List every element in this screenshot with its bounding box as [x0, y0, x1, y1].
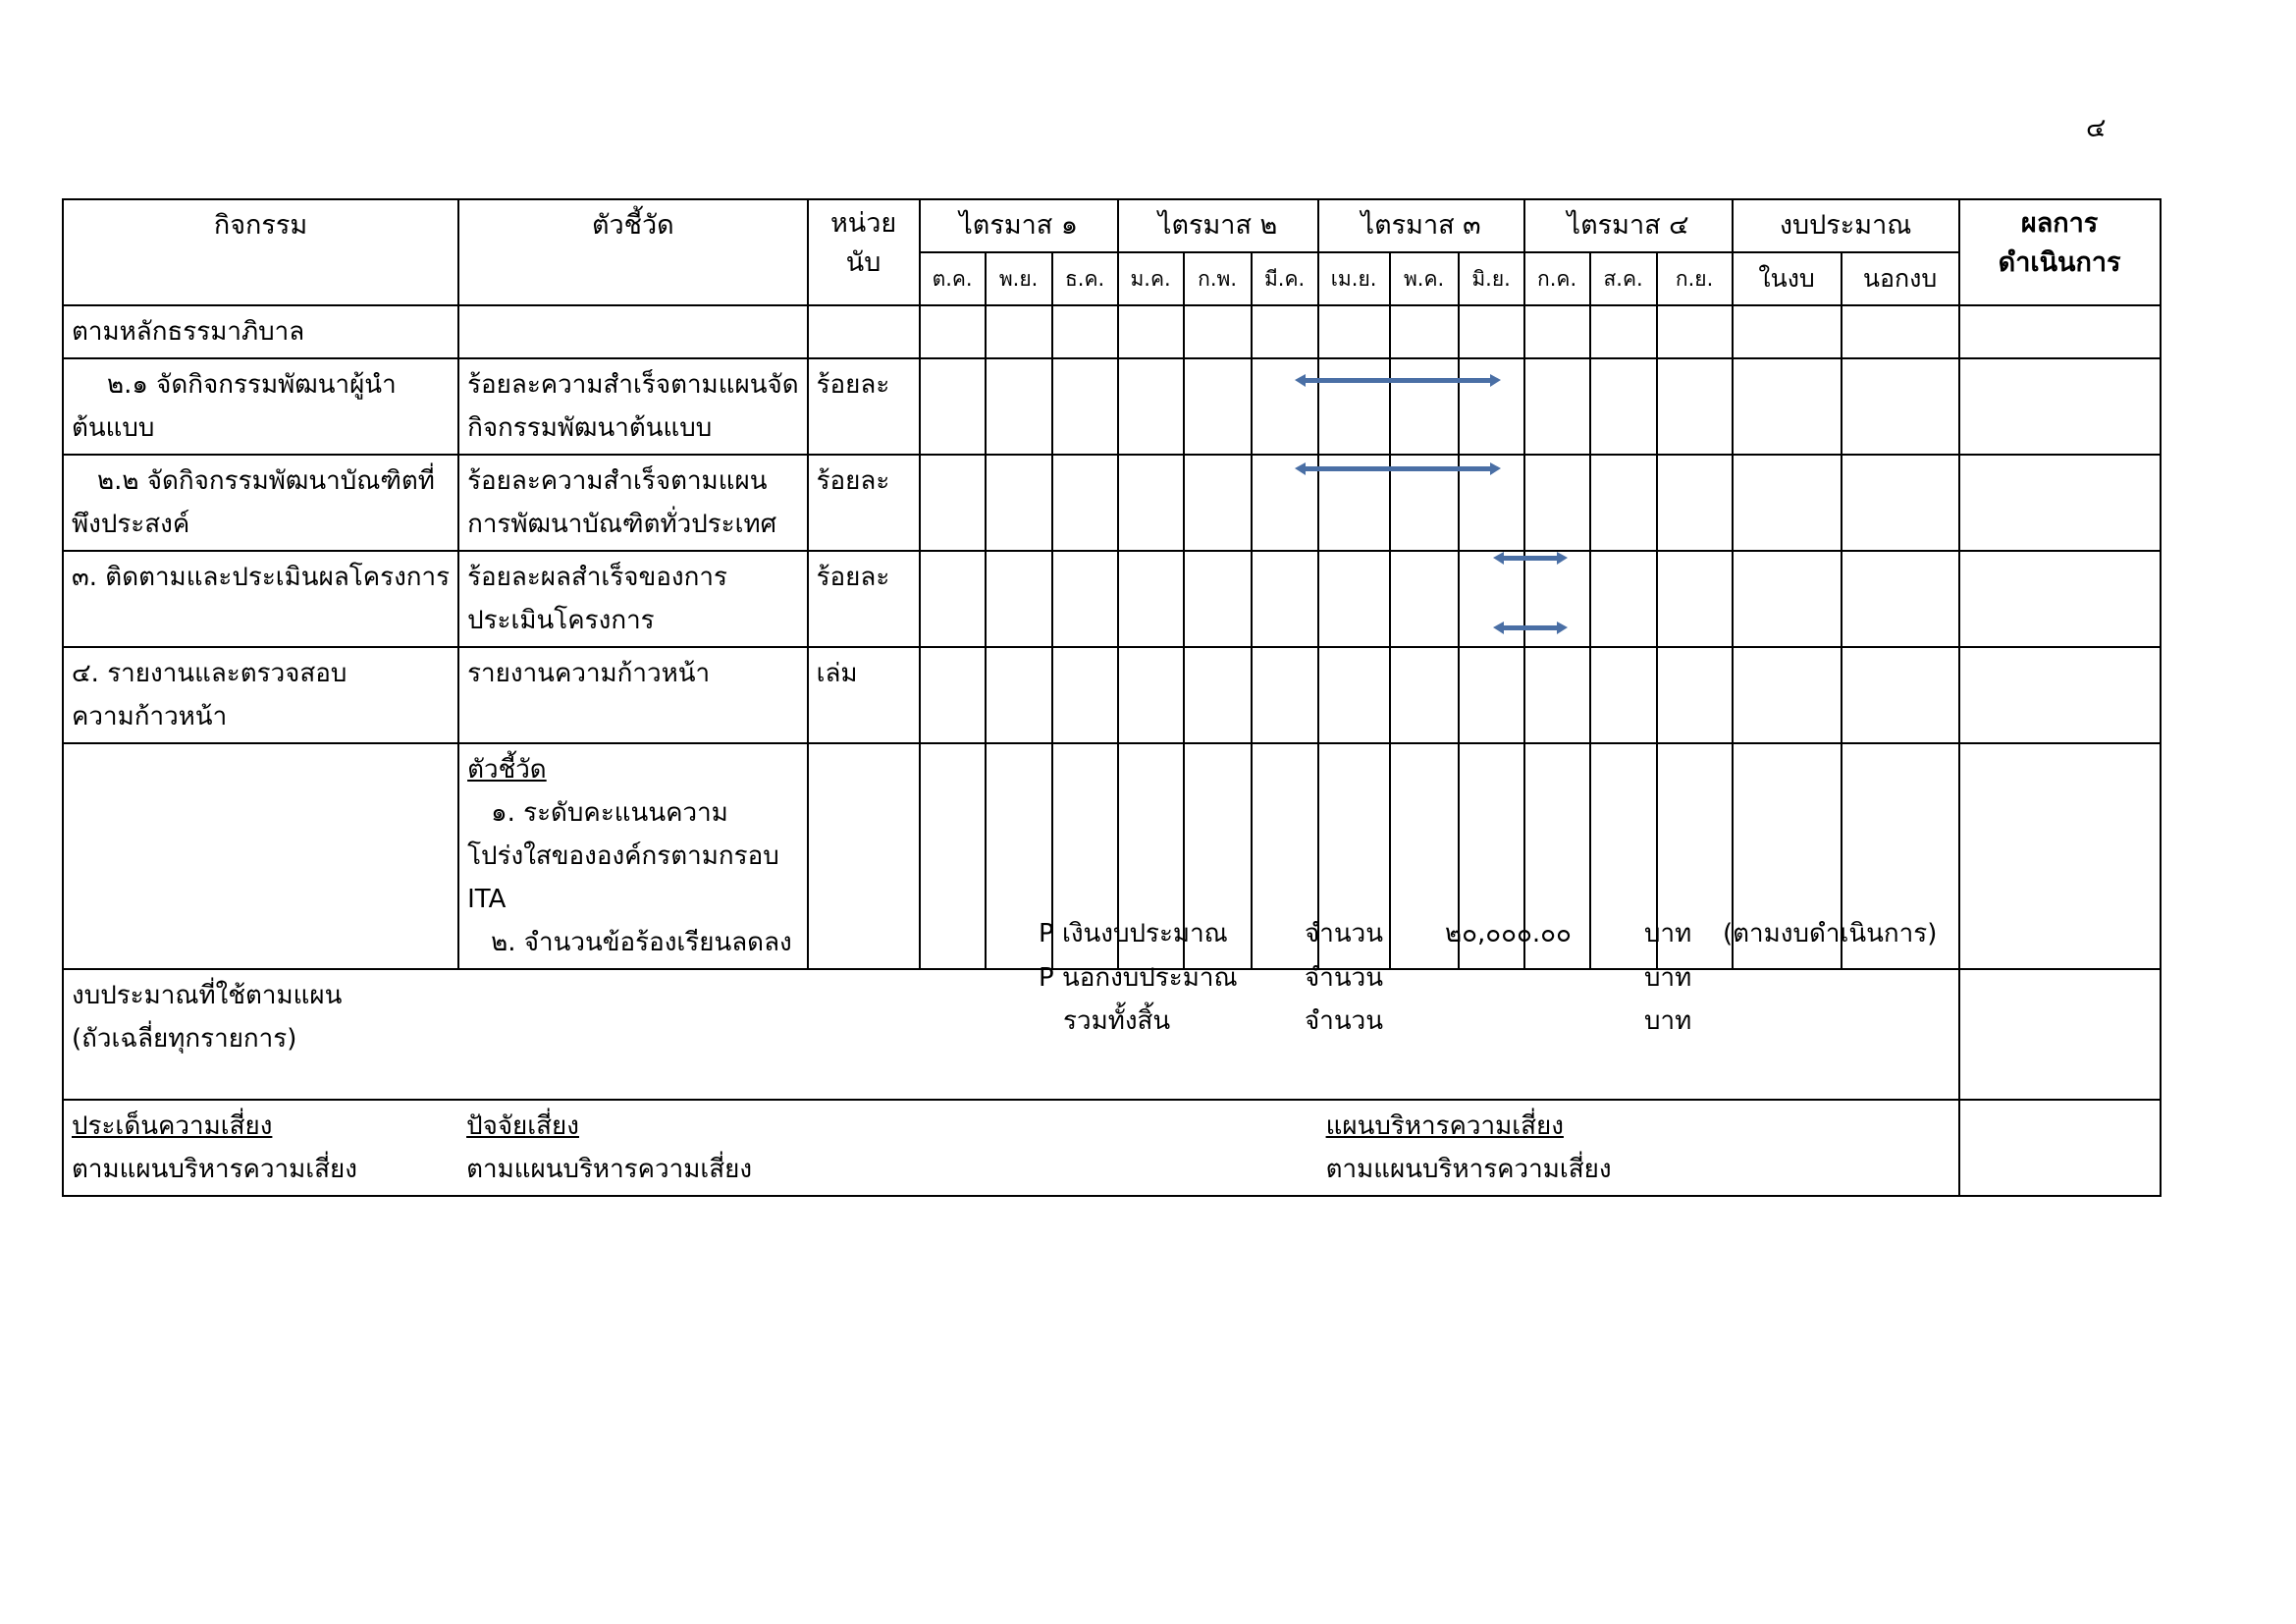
indicator-line: การพัฒนาบัณฑิตทั่วประเทศ	[467, 510, 777, 539]
unit-cell: ร้อยละ	[808, 551, 920, 647]
kpi-item: ๒. จำนวนข้อร้องเรียนลดลง	[491, 928, 792, 957]
activity-line: ๓. ติดตามและประเมินผลโครงการ	[72, 563, 451, 592]
activity-line: ๒.๑ จัดกิจกรรมพัฒนาผู้นำ	[107, 370, 397, 400]
indicator-cell	[458, 647, 808, 743]
activity-cell	[63, 647, 458, 743]
kpi-title: ตัวชี้วัด	[467, 755, 547, 785]
result-cell	[1959, 1100, 2161, 1196]
header-budget-in: ในงบ	[1733, 252, 1842, 305]
budget-label: งบประมาณที่ใช้ตามแผน	[72, 981, 343, 1010]
kpi-item: ๑. ระดับคะแนนความ	[491, 798, 728, 828]
table-row	[63, 551, 2161, 647]
activity-cell	[63, 551, 458, 647]
unit-cell	[808, 305, 920, 358]
budget-label: (ถัวเฉลี่ยทุกรายการ)	[72, 1024, 297, 1054]
indicator-line: กิจกรรมพัฒนาต้นแบบ	[467, 413, 713, 443]
activity-line: ๔. รายงานและตรวจสอบ	[72, 659, 347, 688]
activity-plan-table	[62, 198, 2162, 1197]
header-indicator: ตัวชี้วัด	[458, 199, 808, 305]
header-result	[1959, 199, 2161, 305]
header-result-line2: ดำเนินการ	[1998, 247, 2121, 278]
month-label: พ.ย.	[986, 252, 1052, 305]
header-quarter-1: ไตรมาส ๑	[920, 199, 1118, 252]
activity-line: ๒.๒ จัดกิจกรรมพัฒนาบัณฑิตที่	[97, 466, 435, 496]
unit-cell: เล่ม	[808, 647, 920, 743]
activity-line: ต้นแบบ	[72, 413, 155, 443]
budget-note: (ตามงบดำเนินการ)	[1723, 919, 1938, 948]
header-budget-out: นอกงบ	[1842, 252, 1959, 305]
indicator-cell	[458, 455, 808, 551]
budget-amount-value: ๒๐,๐๐๐.๐๐	[1445, 919, 1572, 948]
month-label: พ.ค.	[1390, 252, 1459, 305]
header-quarter-3: ไตรมาส ๓	[1318, 199, 1524, 252]
month-label: เม.ย.	[1318, 252, 1390, 305]
activity-cell	[63, 455, 458, 551]
kpi-cell	[458, 743, 808, 969]
budget-amount-label: จำนวน	[1305, 1006, 1383, 1036]
indicator-cell	[458, 358, 808, 455]
risk-issue-cell	[63, 1100, 458, 1196]
header-unit-line1: หน่วย	[829, 208, 897, 239]
kpi-item: โปร่งใสขององค์กรตามกรอบ	[467, 841, 779, 871]
budget-out-label: P นอกงบประมาณ	[1039, 963, 1238, 993]
header-quarter-4: ไตรมาส ๔	[1524, 199, 1733, 252]
budget-in-label: P เงินงบประมาณ	[1039, 919, 1228, 948]
risk-plan-text: ตามแผนบริหารความเสี่ยง	[1325, 1155, 1612, 1184]
activity-cell	[63, 358, 458, 455]
risk-factor-text: ตามแผนบริหารความเสี่ยง	[466, 1155, 753, 1184]
budget-total-label: รวมทั้งสิ้น	[1063, 1006, 1171, 1036]
header-quarter-2: ไตรมาส ๒	[1118, 199, 1318, 252]
month-label: ก.พ.	[1184, 252, 1252, 305]
kpi-item: ITA	[467, 885, 507, 914]
risk-plan-cell	[1318, 1100, 1959, 1196]
activity-cell	[63, 743, 458, 969]
table-row	[63, 358, 2161, 455]
header-activity: กิจกรรม	[63, 199, 458, 305]
month-label: ก.ค.	[1524, 252, 1590, 305]
unit-cell: ร้อยละ	[808, 358, 920, 455]
month-label: มี.ค.	[1252, 252, 1318, 305]
indicator-line: รายงานความก้าวหน้า	[467, 659, 711, 688]
indicator-line: ร้อยละความสำเร็จตามแผนจัด	[467, 370, 799, 400]
unit-cell: ร้อยละ	[808, 455, 920, 551]
risk-row	[63, 1100, 2161, 1196]
risk-factor-cell	[458, 1100, 1318, 1196]
activity-line: พึงประสงค์	[72, 510, 190, 539]
risk-plan-title: แผนบริหารความเสี่ยง	[1325, 1111, 1564, 1141]
header-budget: งบประมาณ	[1733, 199, 1959, 252]
indicator-cell	[458, 551, 808, 647]
month-label: ส.ค.	[1590, 252, 1657, 305]
budget-currency: บาท	[1644, 1006, 1692, 1036]
page-number: ๔	[2086, 113, 2107, 143]
table-row	[63, 647, 2161, 743]
indicator-cell	[458, 305, 808, 358]
risk-factor-title: ปัจจัยเสี่ยง	[466, 1111, 579, 1141]
header-row-1	[63, 199, 2161, 252]
header-unit-line2: นับ	[845, 247, 881, 278]
activity-line: ความก้าวหน้า	[72, 702, 228, 731]
indicator-line: ร้อยละความสำเร็จตามแผน	[467, 466, 768, 496]
result-cell	[1959, 969, 2161, 1100]
budget-amount-label: จำนวน	[1305, 919, 1383, 948]
indicator-line: ร้อยละผลสำเร็จของการ	[467, 563, 727, 592]
month-label: ก.ย.	[1657, 252, 1733, 305]
month-label: ธ.ค.	[1052, 252, 1118, 305]
month-label: มิ.ย.	[1459, 252, 1524, 305]
header-unit	[808, 199, 920, 305]
indicator-line: ประเมินโครงการ	[467, 606, 655, 635]
risk-issue-title: ประเด็นความเสี่ยง	[72, 1111, 273, 1141]
table-row	[63, 305, 2161, 358]
budget-currency: บาท	[1644, 963, 1692, 993]
activity-cell: ตามหลักธรรมาภิบาล	[63, 305, 458, 358]
header-result-line1: ผลการ	[2020, 208, 2099, 239]
budget-currency: บาท	[1644, 919, 1692, 948]
risk-issue-text: ตามแผนบริหารความเสี่ยง	[72, 1155, 357, 1184]
month-label: ต.ค.	[920, 252, 986, 305]
table-row	[63, 455, 2161, 551]
month-label: ม.ค.	[1118, 252, 1184, 305]
budget-amount-label: จำนวน	[1305, 963, 1383, 993]
